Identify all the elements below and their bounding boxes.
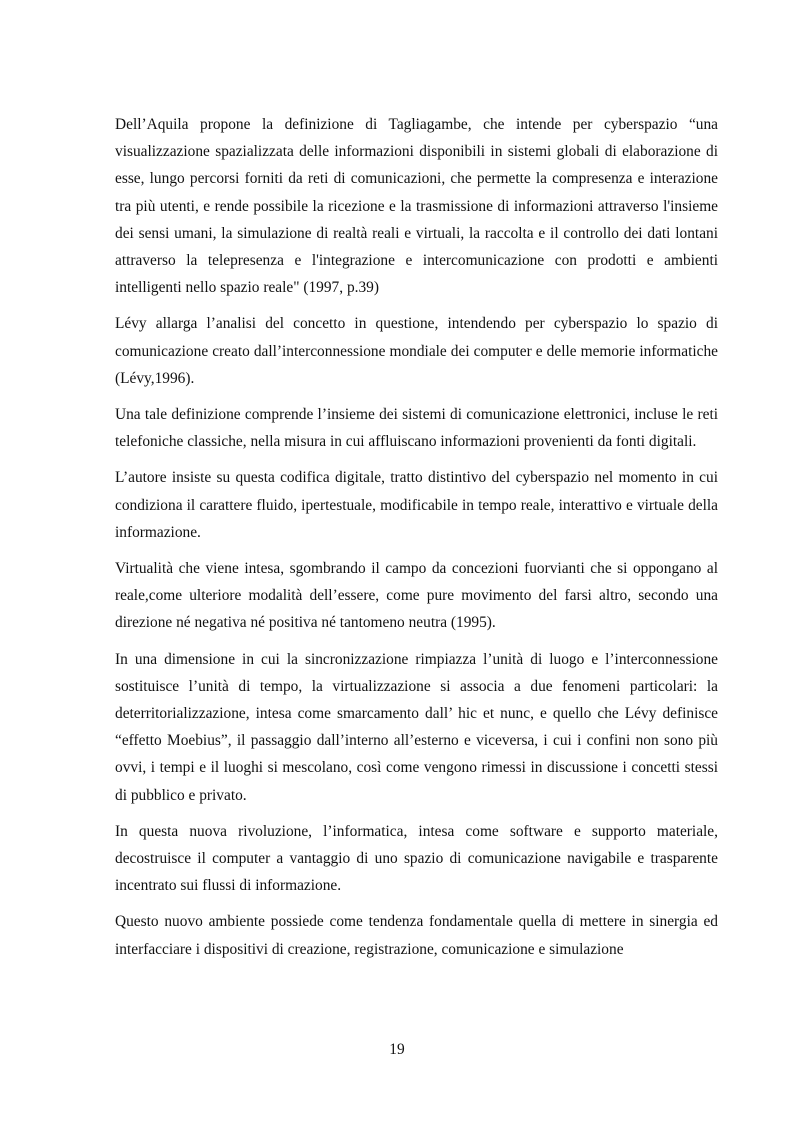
page-number: 19 <box>389 1041 405 1058</box>
paragraph-synchronization: In una dimensione in cui la sincronizzazione rimpiazza l’unità di luogo e l’interconnessione sostituisce l’unità di tempo, la virtualizzazione si associa a due fenomeni particolari: la deterritorializzazione, intesa come smarcamento dall’ hic et nunc, e quello che Lévy definisce “effetto Moebius”, il passaggio dall’interno all’esterno e viceversa, i cui i confini non sono più ovvi, i tempi e il luoghi si mescolano, così come vengono rimessi in discussione i concetti stessi di pubblico e privato. <box>115 650 718 804</box>
paragraph-new-environment: Questo nuovo ambiente possiede come tendenza fondamentale quella di mettere in sinergia ed interfacciare i dispositivi di creazione, registrazione, comunicazione e simulazione <box>115 913 718 958</box>
body-text <box>115 111 718 972</box>
paragraph-virtuality: Virtualità che viene intesa, sgombrando il campo da concezioni fuorvianti che si oppongano al reale,come ulteriore modalità dell’essere, come pure movimento del farsi altro, secondo una direzione né negativa né positiva né tantomeno neutra (1995). <box>115 560 718 632</box>
paragraph-levy-analysis: Lévy allarga l’analisi del concetto in questione, intendendo per cyberspazio lo spazio di comunicazione creato dall’interconnessione mondiale dei computer e delle memorie informatiche (Lévy,1996). <box>115 315 718 387</box>
paragraph-new-revolution: In questa nuova rivoluzione, l’informatica, intesa come software e supporto materiale, decostruisce il computer a vantaggio di uno spazio di comunicazione navigabile e trasparente incentrato sui flussi di informazione. <box>115 822 718 895</box>
paragraph-definition-scope: Una tale definizione comprende l’insieme dei sistemi di comunicazione elettronici, incluse le reti telefoniche classiche, nella misura in cui affluiscano informazioni provenienti da fonti digitali. <box>115 406 718 451</box>
paragraph-tagliagambe-definition: Dell’Aquila propone la definizione di Tagliagambe, che intende per cyberspazio “una visualizzazione spazializzata delle informazioni disponibili in sistemi globali di elaborazione di esse, lungo percorsi forniti da reti di comunicazioni, che permette la compresenza e interazione tra più utenti, e rende possibile la ricezione e la trasmissione di informazioni attraverso l'insieme dei sensi umani, la simulazione di realtà reali e virtuali, la raccolta e il controllo dei dati lontani attraverso la telepresenza e l'integrazione e intercomunicazione con prodotti e ambienti intelligenti nello spazio reale" (1997, p.39) <box>115 116 718 297</box>
paragraph-digital-coding: L’autore insiste su questa codifica digitale, tratto distintivo del cyberspazio nel momento in cui condiziona il carattere fluido, ipertestuale, modificabile in tempo reale, interattivo e virtuale della informazione. <box>115 469 718 541</box>
